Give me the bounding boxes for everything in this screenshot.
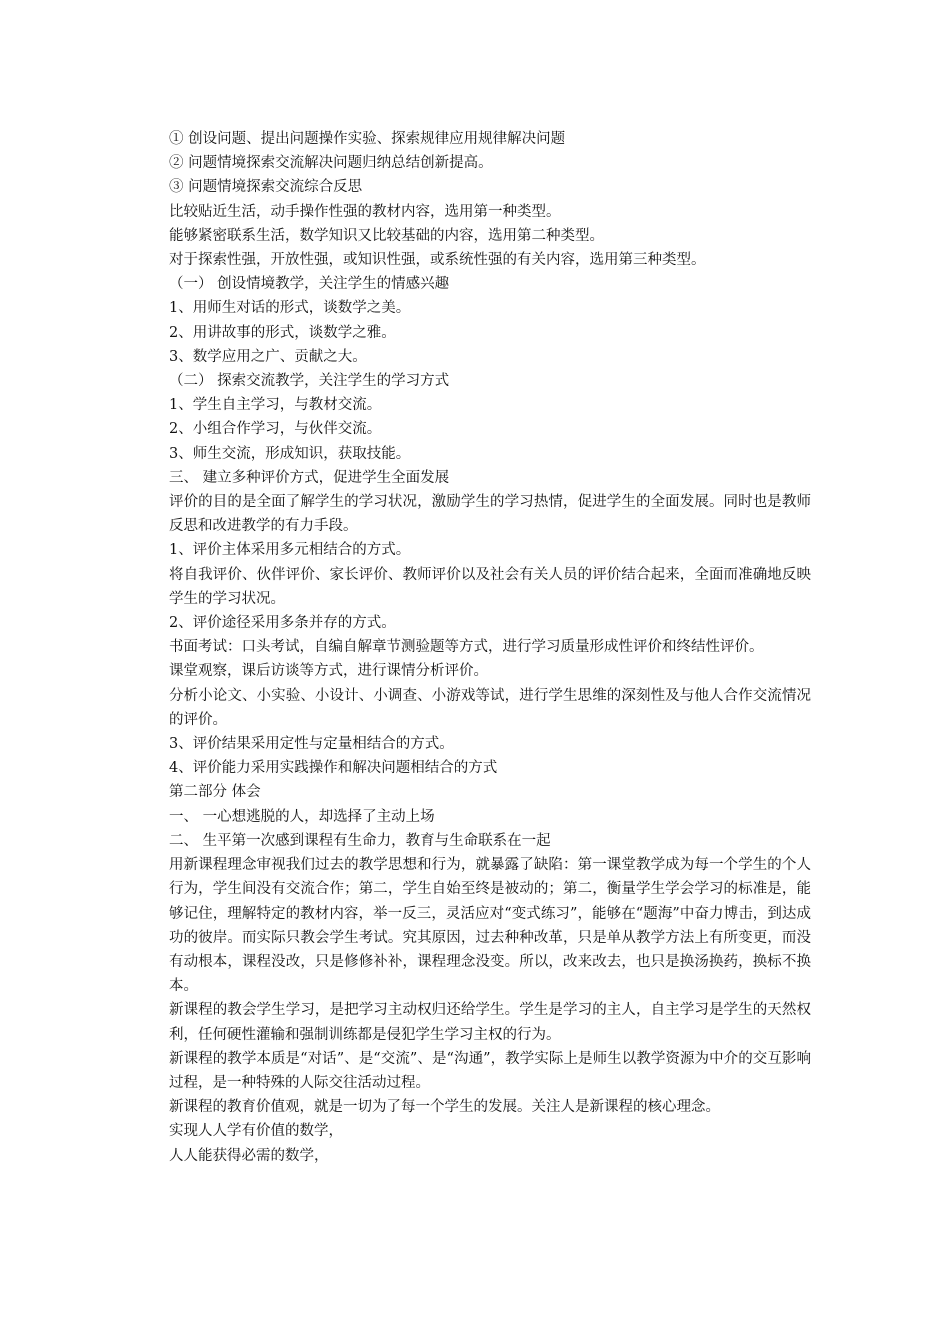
paragraph: 对于探索性强，开放性强，或知识性强，或系统性强的有关内容，选用第三种类型。 [169, 252, 706, 269]
paragraph: ② 问题情境探索交流解决问题归纳总结创新提高。 [169, 155, 493, 172]
paragraph: 比较贴近生活，动手操作性强的教材内容，选用第一种类型。 [169, 203, 561, 220]
paragraph: 用新课程理念审视我们过去的教学思想和行为，就暴露了缺陷：第一课堂教学成为每一个学生的个人行为，学生间没有交流合作；第二，学生自始至终是被动的；第二，衡量学生学会学习的标准是，能够记住，理解特定的教材内容，举一反三，灵活应对“变式练习”，能够在“题海”中奋力博击，到达成功的彼岸。而实际只教会学生考试。究其原因，过去种种改革，只是单从教学方法上有所变更，而没有动根本，课程没改，只是修修补补，课程理念没变。所以，改来改去，也只是换汤换药，换标不换本。 [169, 857, 811, 995]
paragraph: 新课程的教学本质是“对话”、是“交流”、是“沟通”，教学实际上是师生以教学资源为中介的交互影响过程，是一种特殊的人际交往活动过程。 [169, 1050, 811, 1091]
paragraph: 实现人人学有价值的数学， [169, 1123, 343, 1140]
paragraph: 3、数学应用之广、贡献之大。 [169, 348, 367, 365]
paragraph: 分析小论文、小实验、小设计、小调查、小游戏等试，进行学生思维的深刻性及与他人合作交流情况的评价。 [169, 687, 811, 728]
section-heading: 一、 一心想逃脱的人，却选择了主动上场 [169, 808, 435, 825]
paragraph: ③ 问题情境探索交流综合反思 [169, 179, 363, 196]
paragraph: 将自我评价、伙伴评价、家长评价、教师评价以及社会有关人员的评价结合起来，全面而准确地反映学生的学习状况。 [169, 566, 811, 607]
paragraph: ① 创设问题、提出问题操作实验、探索规律应用规律解决问题 [169, 131, 566, 147]
paragraph: 课堂观察，课后访谈等方式，进行课情分析评价。 [169, 663, 488, 680]
part-heading: 第二部分 体会 [169, 784, 261, 801]
paragraph: 书面考试：口头考试，自编自解章节测验题等方式，进行学习质量形成性评价和终结性评价。 [169, 639, 764, 656]
paragraph: 评价的目的是全面了解学生的学习状况，激励学生的学习热情，促进学生的全面发展。同时也是教师反思和改进教学的有力手段。 [169, 494, 811, 535]
section-heading: 二、 生平第一次感到课程有生命力，教育与生命联系在一起 [169, 832, 551, 849]
paragraph: 3、师生交流，形成知识，获取技能。 [169, 445, 411, 462]
document-page [169, 127, 811, 1168]
section-heading: （一） 创设情境教学，关注学生的情感兴趣 [169, 276, 450, 293]
paragraph: 3、评价结果采用定性与定量相结合的方式。 [169, 736, 454, 753]
paragraph: 新课程的教育价值观，就是一切为了每一个学生的发展。关注人是新课程的核心理念。 [169, 1099, 720, 1116]
section-heading: 三、 建立多种评价方式，促进学生全面发展 [169, 469, 450, 486]
paragraph: 能够紧密联系生活，数学知识又比较基础的内容，选用第二种类型。 [169, 227, 604, 244]
paragraph: 1、学生自主学习，与教材交流。 [169, 397, 382, 414]
paragraph: 4、评价能力采用实践操作和解决问题相结合的方式 [169, 760, 498, 777]
section-heading: （二） 探索交流教学，关注学生的学习方式 [169, 373, 450, 390]
paragraph: 人人能获得必需的数学， [169, 1147, 329, 1164]
paragraph: 1、评价主体采用多元相结合的方式。 [169, 542, 411, 559]
paragraph: 2、用讲故事的形式，谈数学之雅。 [169, 324, 396, 341]
paragraph: 2、小组合作学习，与伙伴交流。 [169, 421, 382, 438]
paragraph: 2、评价途径采用多条并存的方式。 [169, 615, 396, 632]
paragraph: 1、用师生对话的形式，谈数学之美。 [169, 300, 411, 317]
paragraph: 新课程的教会学生学习，是把学习主动权归还给学生。学生是学习的主人，自主学习是学生的天然权利，任何硬性灌输和强制训练都是侵犯学生学习主权的行为。 [169, 1002, 811, 1043]
